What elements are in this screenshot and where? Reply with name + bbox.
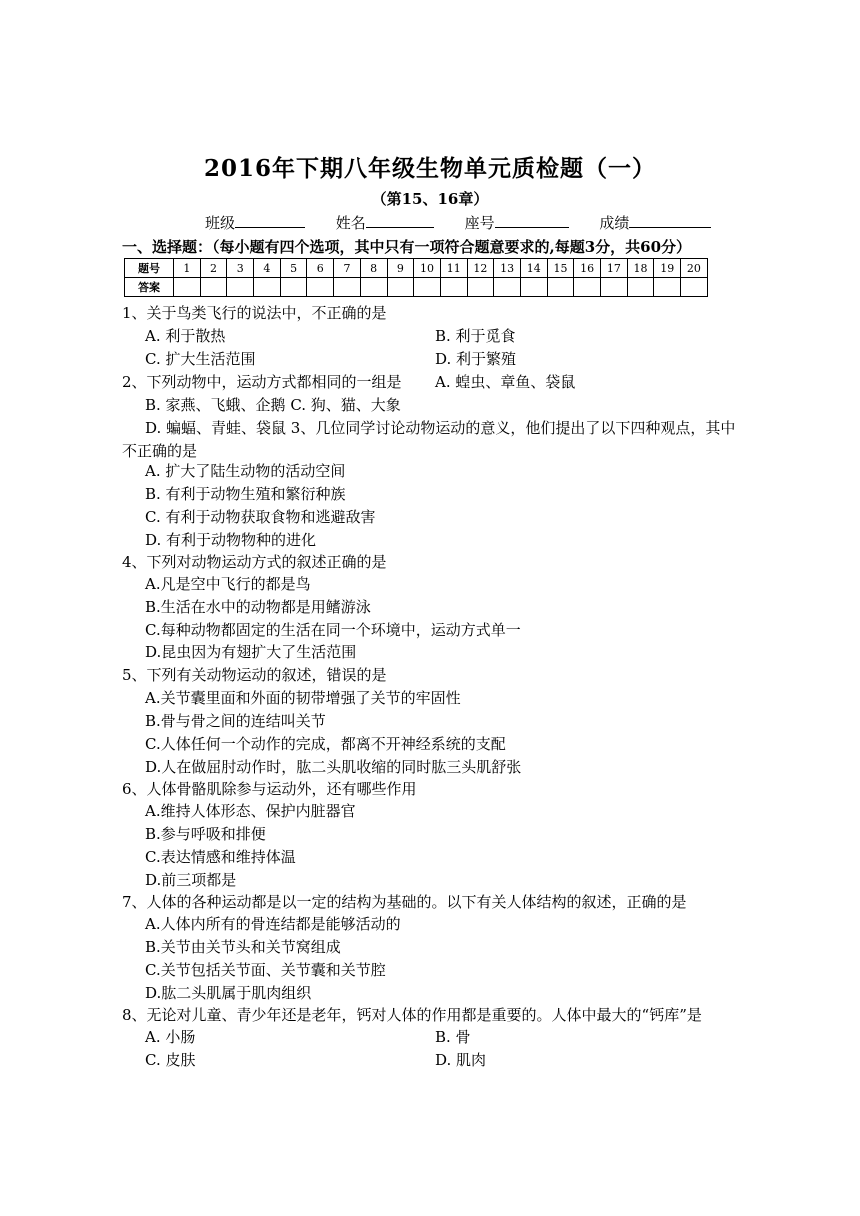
question-number: 20 [681, 259, 708, 278]
option-text: D.昆虫因为有翅扩大了生活范围 [145, 643, 357, 661]
answer-cell[interactable] [654, 278, 681, 297]
class-label: 班级 [205, 214, 236, 232]
answer-cell[interactable] [200, 278, 227, 297]
class-field[interactable] [205, 212, 305, 233]
score-label: 成绩 [599, 214, 630, 232]
question-number: 5 [280, 259, 307, 278]
option-text: B.生活在水中的动物都是用鳍游泳 [145, 598, 371, 616]
option-text: C.表达情感和维持体温 [145, 848, 296, 866]
answer-cell[interactable] [467, 278, 494, 297]
option-text: B.关节由关节头和关节窝组成 [145, 938, 341, 956]
answer-cell[interactable] [174, 278, 201, 297]
seat-field[interactable] [465, 212, 569, 233]
option-text: D.人在做屈肘动作时，肱二头肌收缩的同时肱三头肌舒张 [145, 758, 522, 776]
question-number: 17 [601, 259, 628, 278]
page-title: 2016年下期八年级生物单元质检题（一） [203, 155, 656, 182]
question-number: 9 [387, 259, 414, 278]
question-stem: 4、下列对动物运动方式的叙述正确的是 [122, 553, 387, 571]
option-text: D.前三项都是 [145, 871, 237, 889]
answer-cell[interactable] [547, 278, 574, 297]
question-stem: 1、关于鸟类飞行的说法中，不正确的是 [122, 304, 387, 322]
option-text: A. 蝗虫、章鱼、袋鼠 [435, 373, 576, 391]
question-number: 13 [494, 259, 521, 278]
option-text: C.关节包括关节面、关节囊和关节腔 [145, 961, 386, 979]
answer-cell[interactable] [494, 278, 521, 297]
option-text: A.人体内所有的骨连结都是能够活动的 [145, 915, 401, 933]
option-text: A. 小肠 [145, 1028, 196, 1046]
question-number: 12 [467, 259, 494, 278]
option-text: D. 利于繁殖 [435, 350, 517, 368]
option-text: A. 利于散热 [145, 327, 226, 345]
question-number-row [125, 259, 708, 278]
answer-cell[interactable] [520, 278, 547, 297]
answer-row [125, 278, 708, 297]
option-text: D. 有利于动物物种的进化 [145, 531, 317, 549]
question-number: 16 [574, 259, 601, 278]
question-stem: 8、无论对儿童、青少年还是老年，钙对人体的作用都是重要的。人体中最大的“钙库”是 [122, 1006, 702, 1024]
score-blank[interactable] [629, 213, 711, 228]
option-text: B.骨与骨之间的连结叫关节 [145, 712, 326, 730]
answer-cell[interactable] [574, 278, 601, 297]
option-text: C. 扩大生活范围 [145, 350, 256, 368]
answer-cell[interactable] [360, 278, 387, 297]
row-label: 题号 [125, 259, 174, 278]
answer-cell[interactable] [387, 278, 414, 297]
option-text: B. 家燕、飞蛾、企鹅 C. 狗、猫、大象 [145, 396, 401, 414]
option-text: B. 有利于动物生殖和繁衍种族 [145, 485, 346, 503]
page-subtitle: （第15、16章） [371, 190, 489, 208]
answer-cell[interactable] [414, 278, 441, 297]
answer-cell[interactable] [627, 278, 654, 297]
option-text: A. 扩大了陆生动物的活动空间 [145, 462, 346, 480]
answer-cell[interactable] [280, 278, 307, 297]
question-number: 1 [174, 259, 201, 278]
answer-cell[interactable] [227, 278, 254, 297]
answer-cell[interactable] [440, 278, 467, 297]
option-text: C.人体任何一个动作的完成，都离不开神经系统的支配 [145, 735, 506, 753]
option-text: B. 利于觅食 [435, 327, 516, 345]
answer-cell[interactable] [254, 278, 281, 297]
question-number: 6 [307, 259, 334, 278]
section-heading: 一、选择题：（每小题有四个选项，其中只有一项符合题意要求的,每题3分，共60分） [122, 238, 692, 256]
option-text: D. 蝙蝠、青蛙、袋鼠 3、几位同学讨论动物运动的意义，他们提出了以下四种观点，其中 [145, 419, 736, 437]
option-text: B.参与呼吸和排便 [145, 825, 266, 843]
name-label: 姓名 [335, 214, 366, 232]
option-text: D.肱二头肌属于肌肉组织 [145, 984, 312, 1002]
question-number: 14 [520, 259, 547, 278]
option-text: A.关节囊里面和外面的韧带增强了关节的牢固性 [145, 689, 461, 707]
question-stem: 6、人体骨骼肌除参与运动外，还有哪些作用 [122, 780, 417, 798]
seat-label: 座号 [464, 214, 495, 232]
name-field[interactable] [336, 212, 434, 233]
question-number: 10 [414, 259, 441, 278]
option-text: D. 肌肉 [435, 1051, 487, 1069]
question-stem: 不正确的是 [122, 442, 198, 460]
question-stem: 7、人体的各种运动都是以一定的结构为基础的。以下有关人体结构的叙述，正确的是 [122, 893, 687, 911]
question-number: 18 [627, 259, 654, 278]
answer-table [124, 258, 708, 297]
seat-blank[interactable] [495, 213, 569, 228]
question-number: 11 [440, 259, 467, 278]
student-info-row [205, 212, 737, 233]
question-number: 3 [227, 259, 254, 278]
class-blank[interactable] [235, 213, 305, 228]
question-number: 7 [334, 259, 361, 278]
question-number: 8 [360, 259, 387, 278]
option-text: A.凡是空中飞行的都是鸟 [145, 575, 311, 593]
question-number: 19 [654, 259, 681, 278]
answer-cell[interactable] [307, 278, 334, 297]
question-number: 2 [200, 259, 227, 278]
question-stem: 2、下列动物中，运动方式都相同的一组是 [122, 373, 402, 391]
score-field[interactable] [599, 212, 711, 233]
question-number: 15 [547, 259, 574, 278]
option-text: B. 骨 [435, 1028, 471, 1046]
option-text: C. 有利于动物获取食物和逃避敌害 [145, 508, 376, 526]
answer-cell[interactable] [601, 278, 628, 297]
answer-cell[interactable] [681, 278, 708, 297]
name-blank[interactable] [366, 213, 434, 228]
question-stem: 5、下列有关动物运动的叙述，错误的是 [122, 666, 387, 684]
question-number: 4 [254, 259, 281, 278]
option-text: C. 皮肤 [145, 1051, 196, 1069]
option-text: A.维持人体形态、保护内脏器官 [145, 802, 356, 820]
row-label: 答案 [125, 278, 174, 297]
option-text: C.每种动物都固定的生活在同一个环境中，运动方式单一 [145, 621, 521, 639]
answer-cell[interactable] [334, 278, 361, 297]
